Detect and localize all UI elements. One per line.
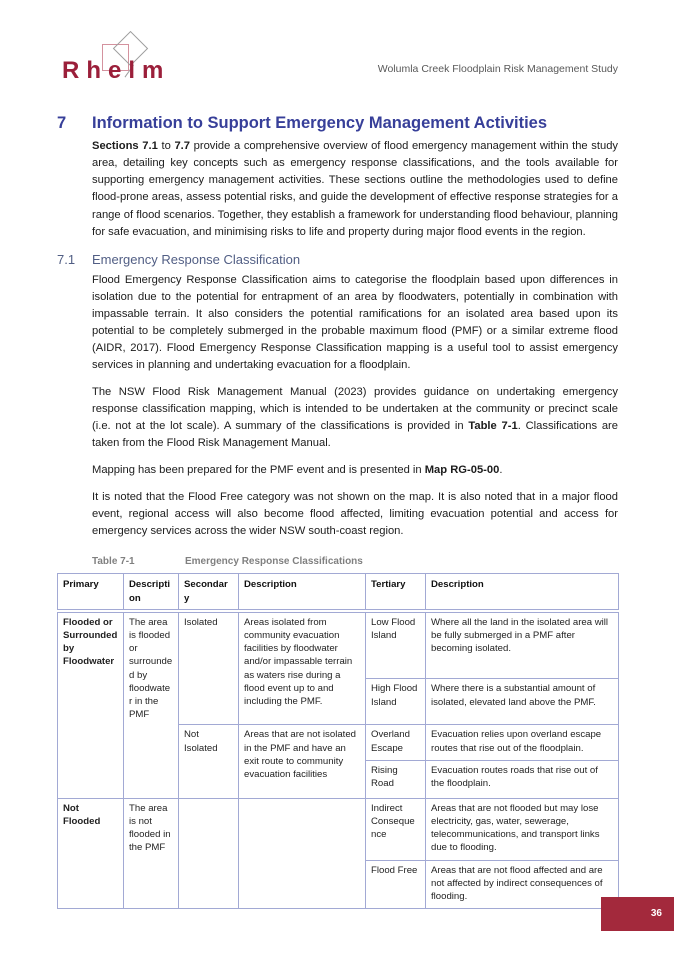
rhelm-logo: [50, 33, 180, 95]
page-number-badge: [601, 897, 674, 931]
table-row: [58, 798, 619, 860]
cell-secondary-not-isolated: Not Isolated: [179, 725, 239, 798]
col-header-secondary: Secondary: [179, 574, 239, 611]
page-header: [0, 0, 675, 95]
cell-primary-flooded: Flooded or Surrounded by Floodwater: [58, 611, 124, 798]
section-number: 7: [57, 114, 67, 132]
cell-tertiary-low-flood-island: Low Flood Island: [366, 611, 426, 679]
cell-primary-not-flooded: Not Flooded: [58, 798, 124, 909]
cell-secondary-not-isolated-desc: Areas that are not isolated in the PMF and have an exit route to community evacuation facilities: [239, 725, 366, 798]
table-caption: [92, 556, 618, 567]
paragraph-1: Sections 7.1 to 7.7 provide a comprehensive overview of flood emergency management within the study area, detailing key concepts such as emergency response classifications, and the tools available for supporting emergency management activities. These sections outline the methodologies used to define flood-prone areas, assess potential risks, and guide the development of effective response strategies for a range of flood scenarios. Together, they establish a framework for understanding flood behaviour, planning for safe evacuation, and minimising risks to life and property during major flood events in the region.: [92, 140, 619, 238]
cell-tertiary-rising-road: Rising Road: [366, 760, 426, 798]
paragraph-5: It is noted that the Flood Free category was not shown on the map. It is also noted that in a major flood event, regional access will also become flood affected, limiting evacuation potential and access for emergency services across the wider NSW south-coast region.: [92, 491, 618, 538]
col-header-description-3: Description: [426, 574, 619, 611]
paragraph-4: Mapping has been prepared for the PMF event and is presented in Map RG-05-00.: [92, 464, 503, 477]
subsection-heading: [57, 251, 618, 269]
cell-primary-flooded-desc: The area is flooded or surrounded by floodwater in the PMF: [124, 611, 179, 798]
cell-tertiary-flood-free-desc: Areas that are not flood affected and are not affected by indirect consequences of flooding.: [426, 860, 619, 909]
logo-wordmark: Rhelm: [62, 57, 171, 84]
page-number: 36: [650, 908, 662, 919]
cell-secondary-isolated: Isolated: [179, 611, 239, 725]
cell-secondary-empty: [179, 798, 239, 909]
subsection-number: 7.1: [57, 251, 76, 267]
cell-tertiary-high-flood-island: High Flood Island: [366, 679, 426, 725]
cell-tertiary-overland-escape-desc: Evacuation relies upon overland escape routes that rise out of the floodplain.: [426, 725, 619, 760]
cell-secondary-isolated-desc: Areas isolated from community evacuation facilities by floodwater and/or impassable terrain as waters rise during a flood event up to and including the PMF.: [239, 611, 366, 725]
cell-tertiary-indirect-consequence: Indirect Consequence: [366, 798, 426, 860]
section-heading: [57, 113, 618, 134]
col-header-tertiary: Tertiary: [366, 574, 426, 611]
cell-tertiary-rising-road-desc: Evacuation routes roads that rise out of the floodplain.: [426, 760, 619, 798]
cell-tertiary-low-flood-island-desc: Where all the land in the isolated area will be fully submerged in a PMF after becoming isolated.: [426, 611, 619, 679]
cell-secondary-empty-desc: [239, 798, 366, 909]
table-caption-title: Emergency Response Classifications: [185, 556, 363, 568]
col-header-description-1: Description: [124, 574, 179, 611]
cell-primary-not-flooded-desc: The area is not flooded in the PMF: [124, 798, 179, 909]
col-header-description-2: Description: [239, 574, 366, 611]
paragraph-2: Flood Emergency Response Classification aims to categorise the floodplain based upon differences in isolation due to the potential for entrapment of an area by floodwaters, potentially in combination with impassable terrain. It also considers the potential ramifications for an isolated area based upon its potential to be completely submerged in the probable maximum flood (PMF) or a similar extreme flood (AIDR, 2017). Flood Emergency Response Classification mapping is a useful tool to assist emergency services in planning and undertaking evacuation for a floodplain.: [92, 274, 618, 372]
table-caption-label: Table 7-1: [92, 556, 135, 568]
document-title: Wolumla Creek Floodplain Risk Management Study: [377, 63, 618, 75]
classification-table: [57, 573, 619, 909]
paragraph-3: The NSW Flood Risk Management Manual (2023) provides guidance on undertaking emergency response classification mapping, which is intended to be undertaken at the community or precinct scale (i.e. not at the lot scale). A summary of the classifications is provided in Table 7-1. Classifications are taken from the Flood Risk Management Manual.: [92, 386, 619, 450]
cell-tertiary-indirect-consequence-desc: Areas that are not flooded but may lose electricity, gas, water, sewerage, telecommunications, and transport links due to flooding.: [426, 798, 619, 860]
col-header-primary: Primary: [58, 574, 124, 611]
cell-tertiary-overland-escape: Overland Escape: [366, 725, 426, 760]
table-row: [58, 611, 619, 679]
table-header-row: [58, 574, 619, 611]
cell-tertiary-high-flood-island-desc: Where there is a substantial amount of isolated, elevated land above the PMF.: [426, 679, 619, 725]
page-content: [0, 113, 675, 909]
subsection-title: Emergency Response Classification: [92, 251, 301, 267]
section-title: Information to Support Emergency Management Activities: [92, 114, 548, 132]
cell-tertiary-flood-free: Flood Free: [366, 860, 426, 909]
